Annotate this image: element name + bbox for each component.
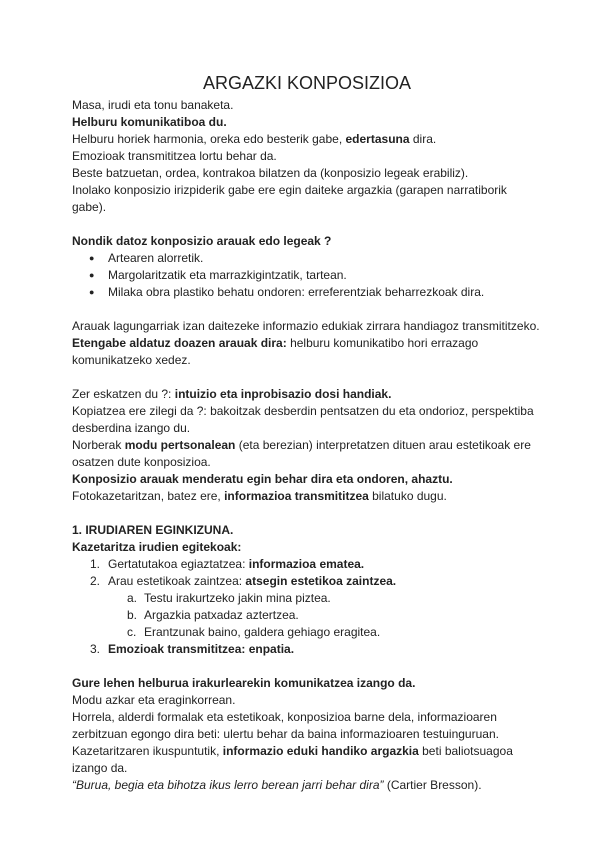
list-item: 3. Emozioak transmititzea: enpatia.: [90, 642, 295, 656]
goal-paragraph: Modu azkar eta eraginkorrean.: [72, 693, 236, 707]
list-item: a. Testu irakurtzeko jakin mina piztea.: [127, 591, 331, 605]
origins-heading: Nondik datoz konposizio arauak edo legeak ?: [72, 234, 332, 248]
needs-paragraph: Norberak modu pertsonalean (eta berezian) interpretatzen dituen arau estetikoak ere osatzen dute konposizioa.: [72, 438, 531, 469]
needs-paragraph: Konposizio arauak menderatu egin behar dira eta ondoren, ahaztu.: [72, 472, 453, 486]
goal-heading: Gure lehen helburua irakurlearekin komunikatzea izango da.: [72, 676, 416, 690]
document-title: ARGAZKI KONPOSIZIOA: [202, 73, 412, 93]
list-item: 1. Gertatutakoa egiaztatzea: informazioa ematea.: [90, 557, 365, 571]
origins-list: [72, 250, 542, 301]
rules-paragraph: Arauak lagungarriak izan daitezeke informazio edukiak zirrara handiagoz transmititzeko.: [72, 319, 540, 333]
quote: “Burua, begia eta bihotza ikus lerro berean jarri behar dira” (Cartier Bresson).: [72, 778, 482, 792]
goal-paragraph: Horrela, alderdi formalak eta estetikoak, konposizioa barne dela, informazioaren zerbitzuan egongo dira beti: ulertu behar da baina informazioaren testuinguruan.: [72, 710, 499, 741]
intro-purpose: Helburu komunikatiboa du.: [72, 115, 227, 129]
section-heading: 1. IRUDIAREN EGINKIZUNA.: [72, 523, 234, 537]
needs-paragraph: Zer eskatzen du ?: intuizio eta inprobisazio dosi handiak.: [72, 387, 392, 401]
list-item: ● Milaka obra plastiko behatu ondoren: erreferentziak beharrezkoak dira.: [108, 284, 542, 301]
section-subheading: Kazetaritza irudien egitekoak:: [72, 540, 242, 554]
goal-paragraph: Kazetaritzaren ikuspuntutik, informazio eduki handiko argazkia beti baliotsuagoa izango da.: [72, 744, 513, 775]
tasks-list: [72, 556, 542, 658]
intro-line: Beste batzuetan, ordea, kontrakoa bilatzen da (konposizio legeak erabiliz).: [72, 166, 469, 180]
sub-list: [108, 590, 542, 641]
document-page: [72, 72, 542, 794]
intro-line: Emozioak transmititzea lortu behar da.: [72, 149, 277, 163]
intro-line: Helburu horiek harmonia, oreka edo besterik gabe, edertasuna dira.: [72, 132, 437, 146]
intro-line: Inolako konposizio irizpiderik gabe ere egin daiteke argazkia (garapen narratiborik gabe).: [72, 183, 507, 214]
needs-paragraph: Kopiatzea ere zilegi da ?: bakoitzak desberdin pentsatzen du eta ondorioz, perspektiba desberdina izango du.: [72, 404, 534, 435]
list-item: b. Argazkia patxadaz aztertzea.: [127, 608, 299, 622]
rules-paragraph: Etengabe aldatuz doazen arauak dira: helburu komunikatibo hori errazago komunikatzeko xedez.: [72, 336, 479, 367]
intro-line: Masa, irudi eta tonu banaketa.: [72, 98, 234, 112]
list-item: c. Erantzunak baino, galdera gehiago eragitea.: [127, 625, 381, 639]
list-item: ● Artearen alorretik.: [108, 250, 542, 267]
needs-paragraph: Fotokazetaritzan, batez ere, informazioa transmititzea bilatuko dugu.: [72, 489, 447, 503]
list-item: 2. Arau estetikoak zaintzea: atsegin estetikoa zaintzea. a. Testu irakurtzeko jakin mina piztea. b. Argazkia patxadaz aztertzea. c. Erantzunak baino, galdera gehiago eragitea.: [108, 573, 542, 641]
list-item: ● Margolaritzatik eta marrazkigintzatik, tartean.: [108, 267, 542, 284]
